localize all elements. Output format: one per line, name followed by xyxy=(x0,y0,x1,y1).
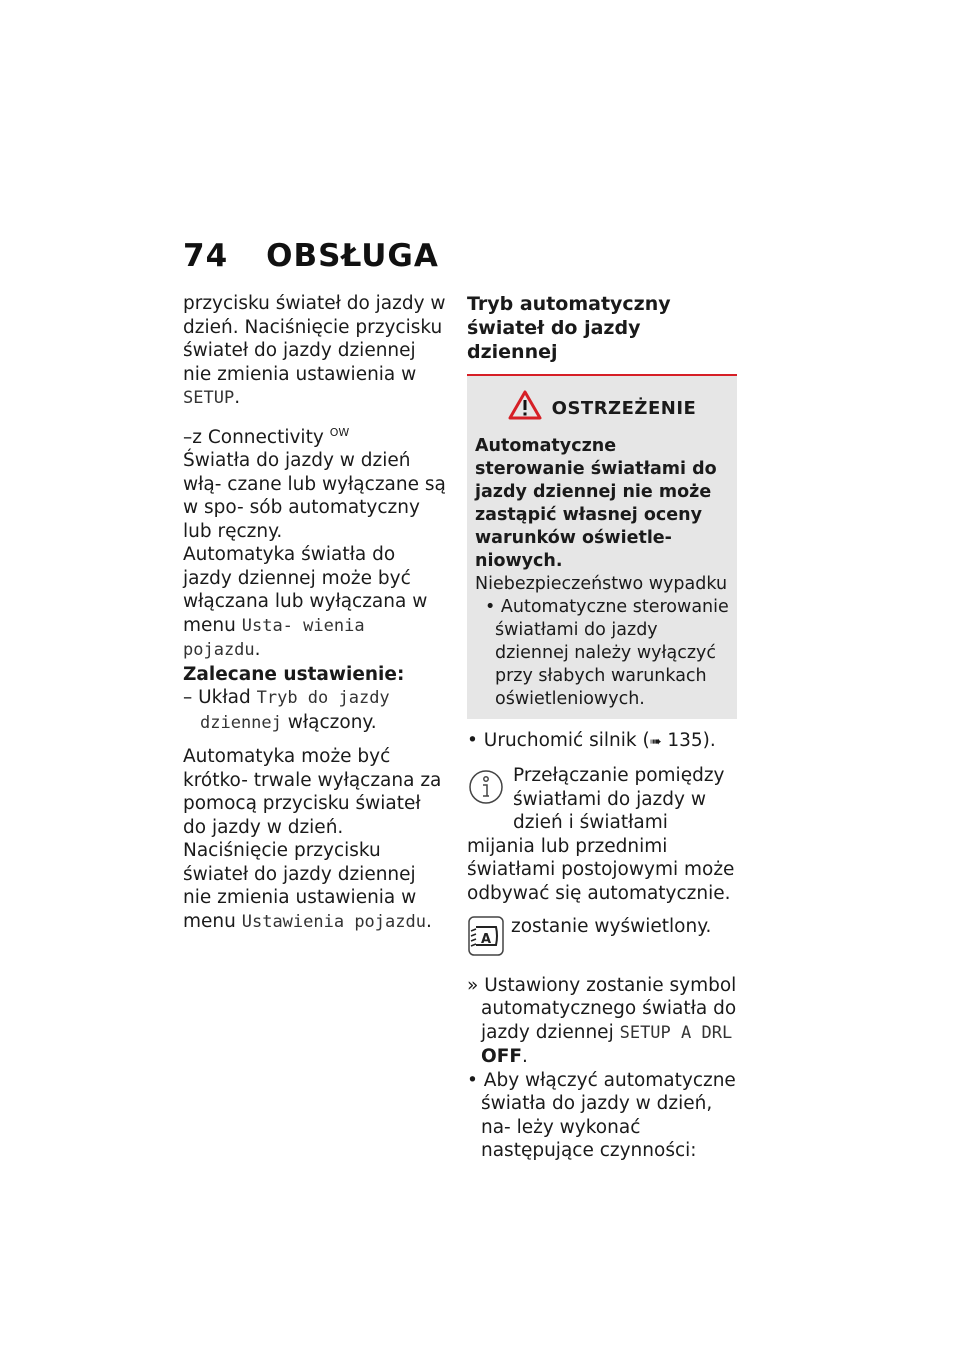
section-title: OBSŁUGA xyxy=(266,238,439,274)
arrow-right-icon: ➠ xyxy=(649,733,662,750)
info-icon xyxy=(467,768,505,813)
paragraph-2: Światła do jazdy w dzień włą- czane lub wyłączane są w spo- sób automatyczny lub ręczny. xyxy=(183,450,446,542)
warning-label: OSTRZEŻENIE xyxy=(551,397,697,419)
page-header xyxy=(183,238,439,274)
warning-bold-text: Automatyczne sterowanie światłami do jazdy dziennej nie może zastąpić własnej oceny warunków oświetle- niowych. xyxy=(475,435,717,571)
page-number: 74 xyxy=(183,238,229,274)
enable-item: • Aby włączyć automatyczne światła do jazdy w dzień, na- leży wykonać następujące czynności: xyxy=(467,1069,736,1161)
info-note xyxy=(467,764,737,905)
paragraph-1: przycisku świateł do jazdy w dzień. Naciśnięcie przycisku świateł do jazdy dziennej nie zmienia ustawienia w SETUP. xyxy=(183,293,446,408)
result-item: » Ustawiony zostanie symbol automatycznego światła do jazdy dziennej SETUP A DRL OFF. xyxy=(467,974,737,1067)
left-column xyxy=(183,292,448,934)
start-engine-item: • Uruchomić silnik (➠ 135). xyxy=(467,729,716,751)
warning-triangle-icon xyxy=(508,390,542,427)
info-text: Przełączanie pomiędzy światłami do jazdy w dzień i światłami mijania lub przednimi światłami postojowymi może odbywać się automatycznie. xyxy=(467,765,735,904)
svg-text:A: A xyxy=(481,932,492,947)
right-column xyxy=(467,292,737,1163)
paragraph-4: Automatyka może być krótko- trwale wyłączana za pomocą przycisku świateł do jazdy w dzień. Naciśnięcie przycisku świateł do jazdy dziennej nie zmienia ustawienia w menu Ustawienia pojazdu. xyxy=(183,746,442,932)
warning-bullet: • Automatyczne sterowanie światłami do jazdy dziennej należy wyłączyć przy słabych warunkach oświetleniowych. xyxy=(485,596,729,709)
warning-box xyxy=(467,374,737,719)
paragraph-3: Automatyka światła do jazdy dziennej może być włączana lub wyłączana w menu Usta- wienia pojazdu. xyxy=(183,544,428,661)
warning-danger: Niebezpieczeństwo wypadku xyxy=(475,573,728,594)
auto-light-icon xyxy=(467,915,505,964)
connectivity-label: –z Connectivity $^{OW}$ xyxy=(183,425,350,448)
recommended-item: – Układ Tryb do jazdy dziennej włączony. xyxy=(183,687,390,733)
recommended-title: Zalecane ustawienie: xyxy=(183,663,405,685)
display-note xyxy=(467,915,737,964)
section-heading: Tryb automatyczny świateł do jazdy dziennej xyxy=(467,293,671,363)
display-text: zostanie wyświetlony. xyxy=(511,916,712,937)
